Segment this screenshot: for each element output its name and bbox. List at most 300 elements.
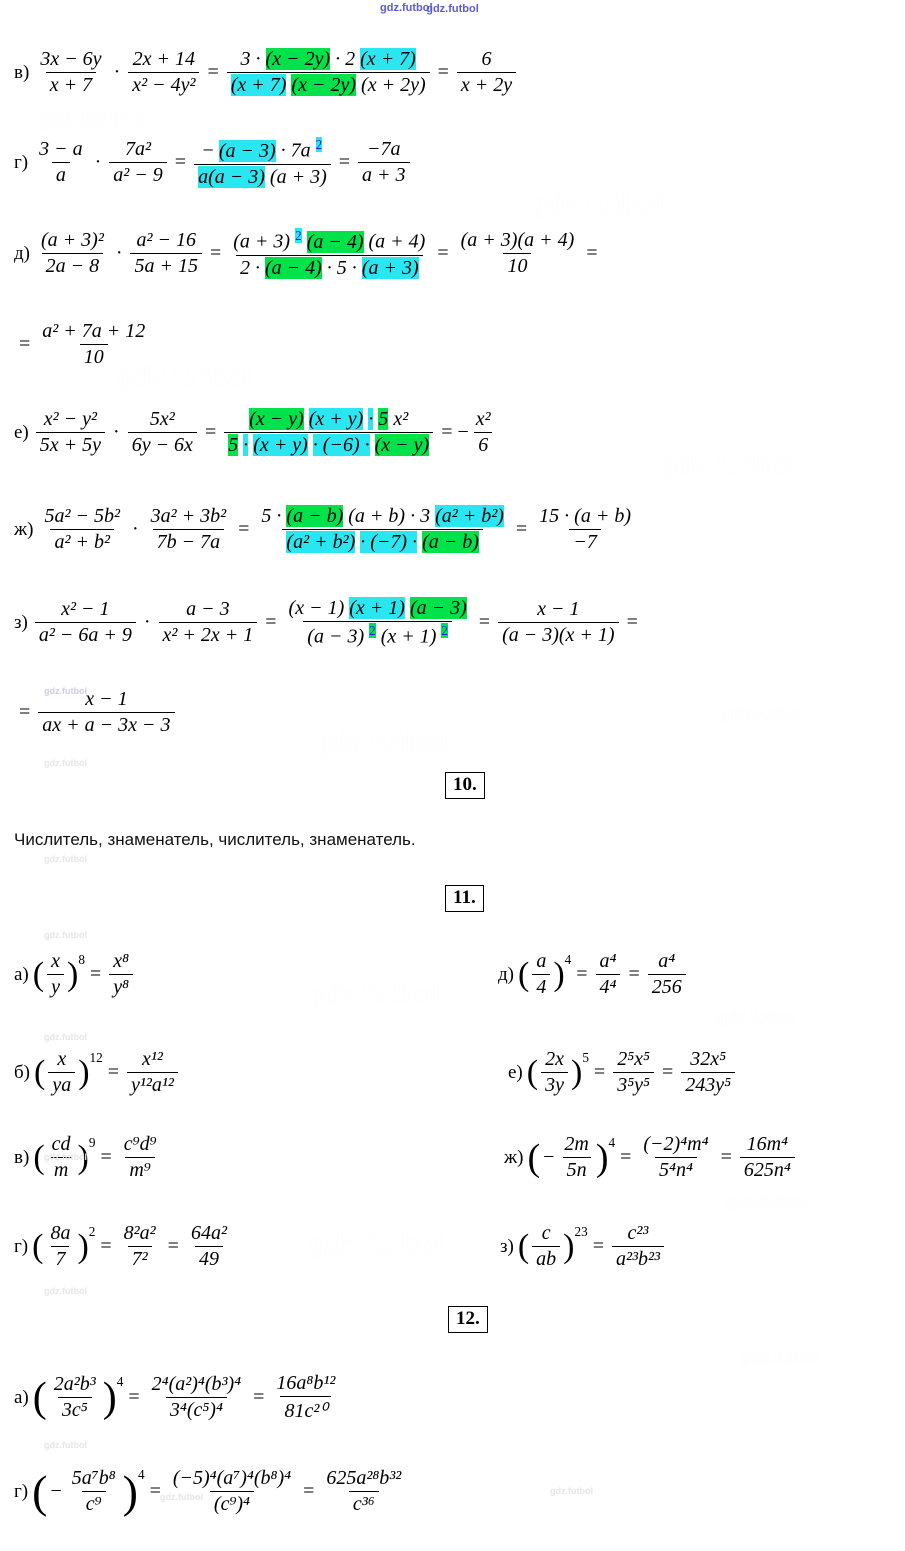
task-number-value: 12 <box>456 1308 475 1329</box>
denominator: y⁸ <box>109 974 133 999</box>
exponent: 8 <box>78 952 85 967</box>
task-number-dot: . <box>472 774 477 795</box>
denominator: m <box>50 1157 72 1182</box>
numerator: 3a² + 3b² <box>150 505 227 527</box>
watermark-3: gdz.futbol <box>117 360 251 391</box>
exponent: 23 <box>574 1224 588 1239</box>
fraction-3-d <box>229 228 429 280</box>
fraction-2-d <box>130 229 202 278</box>
task-number-dot: . <box>475 1308 480 1329</box>
denominator: x + 2y <box>457 72 516 97</box>
denominator: ab <box>532 1246 560 1271</box>
result-fraction <box>648 950 686 999</box>
num-factor-highlight-cyan: (a − 3) <box>218 139 276 162</box>
denominator: 5⁴n⁴ <box>655 1157 697 1182</box>
den-factor-highlight-cyan: (a + 3) <box>361 256 419 279</box>
num-part-c: (a + 4) <box>368 230 426 253</box>
numerator: a² + 7a + 12 <box>42 320 146 342</box>
num-factor-highlight-cyan: (x + y) <box>308 408 364 430</box>
task11-item-b: б) ( $\frac{x}{ya}$ ) 12 = $\frac{\text{x¹²}}{\text{y¹²a¹²}}$ <box>14 1048 181 1097</box>
base-fraction <box>541 1048 568 1097</box>
task11-item-v: в) ( $\frac{cd}{m}$ ) 9 = $\frac{\text{c⁹d⁹}}{\text{m⁹}}$ <box>14 1133 164 1182</box>
numerator: 6 <box>481 48 492 70</box>
numerator: x² − y² <box>43 408 98 430</box>
denominator: 7² <box>128 1246 152 1271</box>
exponent: 4 <box>116 1374 124 1389</box>
numerator: −7a <box>367 138 401 161</box>
num-part-a: (a + 3) <box>233 230 291 253</box>
equals-sign-1: = <box>265 611 277 634</box>
numerator: x − 1 <box>85 688 128 710</box>
denominator: a <box>52 162 70 187</box>
denominator <box>224 432 433 457</box>
task11-item-z: з) ( $\frac{c}{ab}$ ) 23 = $\frac{\text{c²³}}{\text{a²³b²³}}$ <box>500 1222 667 1271</box>
equals-sign-2: = <box>303 1480 315 1502</box>
den-part-b: (a + 3) <box>269 165 327 188</box>
numerator: a⁴ <box>658 950 676 972</box>
equals-sign-2: = <box>338 151 351 174</box>
minus-sign: − <box>202 139 214 162</box>
equals-sign-2: = <box>437 61 449 83</box>
minus-sign: − <box>50 1480 62 1502</box>
multiply-sign: · <box>113 421 120 443</box>
base-fraction <box>532 1222 560 1271</box>
numerator: (−2)⁴m⁴ <box>643 1133 709 1155</box>
num-factor-highlight-cyan: (x + 7) <box>360 48 416 70</box>
den-part-b: (x + 1) <box>380 625 437 648</box>
denominator: −7 <box>569 529 601 554</box>
denominator: x² + 2x + 1 <box>159 622 258 647</box>
base-fraction <box>560 1133 592 1182</box>
base-fraction <box>48 1133 75 1182</box>
watermark-5: gdz.futbol <box>314 726 448 757</box>
equals-sign-3: = <box>626 611 638 634</box>
task12-item-a: а) ( $\frac{\text{2a²b³}}{\text{3c⁵}}$ ) 4 = $\frac{\text{2⁴(a²)⁴(b³)⁴}}{\text{3⁴(c⁵)⁴}}$ = $\frac{\text{16a⁸b¹²}}{\text{81c²⁰}}$ <box>14 1372 342 1423</box>
numerator: cd <box>51 1133 71 1155</box>
middle-fraction <box>639 1133 712 1182</box>
base-fraction <box>48 1048 75 1097</box>
denominator: x + 7 <box>46 72 96 97</box>
result-fraction <box>109 950 133 999</box>
numerator: 2x + 14 <box>132 48 196 70</box>
fraction-2-g <box>109 138 167 187</box>
result-fraction <box>127 1048 178 1097</box>
den-part-c: · 5 · <box>326 256 357 279</box>
numerator: 5x² <box>149 408 175 430</box>
denominator: x² − 4y² <box>128 72 199 97</box>
task-number-value: 10 <box>453 774 472 795</box>
numerator: x¹² <box>142 1048 163 1070</box>
result-fraction <box>272 1372 339 1423</box>
denominator: 3c⁵ <box>58 1397 92 1422</box>
equals-sign-2: = <box>628 963 640 985</box>
task-number-value: 11 <box>453 887 471 908</box>
denominator: 256 <box>648 974 686 999</box>
watermark-10: gdz.futbol <box>310 1228 444 1259</box>
denominator: a² + b² <box>50 529 114 554</box>
equals-sign-1: = <box>128 1386 140 1408</box>
solution-line-z <box>14 597 643 649</box>
numerator: c²³ <box>627 1222 649 1244</box>
result-fraction <box>740 1133 795 1182</box>
denominator: 2a − 8 <box>42 253 104 278</box>
item-label: д) <box>498 963 514 985</box>
numerator: x <box>57 1048 67 1070</box>
num-factor-highlight-green: (x − 2y) <box>265 48 331 70</box>
numerator <box>229 228 429 255</box>
watermark-6: gdz.futbol <box>722 704 804 723</box>
num-factor-highlight-green: (a − 3) <box>409 597 467 619</box>
denominator: (c⁹)⁴ <box>210 1491 254 1516</box>
base-fraction <box>68 1467 120 1516</box>
den-exponent-2: 2 <box>441 623 449 638</box>
solution-line-e <box>14 408 498 457</box>
equals-sign-2: = <box>661 1061 674 1083</box>
denominator: y¹²a¹² <box>127 1072 178 1097</box>
denominator: 3⁴(c⁵)⁴ <box>166 1397 227 1422</box>
denominator: 5n <box>563 1157 591 1182</box>
equals-sign-2: = <box>515 518 528 540</box>
denominator: 3⁵y⁵ <box>613 1072 654 1097</box>
task11-item-g: г) ( $\frac{8a}{7}$ ) 2 = $\frac{\text{8²a²}}{\text{7²}}$ = $\frac{\text{64a²}}{49}$ <box>14 1222 234 1271</box>
den-coef-highlight-green: 5 <box>228 434 239 456</box>
numerator: 2⁴(a²)⁴(b³)⁴ <box>151 1373 242 1395</box>
item-label: г) <box>14 1480 29 1502</box>
denominator: ax + a − 3x − 3 <box>38 712 174 737</box>
multiply-sign: · <box>113 61 121 83</box>
numerator: a − 3 <box>186 598 230 621</box>
solution-line-z-cont <box>14 688 178 737</box>
numerator: 2⁵x⁵ <box>617 1048 650 1070</box>
numerator: 16a⁸b¹² <box>276 1372 336 1394</box>
middle-fraction <box>120 1222 160 1271</box>
num-part-c: (a + b) · 3 <box>348 505 431 527</box>
numerator: 64a² <box>190 1222 227 1244</box>
numerator <box>237 48 420 72</box>
den-factor-highlight-cyan: (a² + b²) <box>286 531 356 553</box>
num-part-a: 5 · <box>261 505 282 527</box>
multiply-sign: · <box>115 242 123 265</box>
solution-line-d-cont <box>14 320 152 369</box>
denominator: ya <box>48 1072 75 1097</box>
den-part-a: 2 · <box>239 256 260 279</box>
result-fraction <box>120 1133 161 1182</box>
denominator: 243y⁵ <box>681 1072 735 1097</box>
middle-fraction <box>613 1048 654 1097</box>
watermark-1: gdz.futbol <box>38 106 144 131</box>
fraction-result-zh <box>535 505 635 554</box>
task-10-answer: Числитель, знаменатель, числитель, знаменатель. <box>14 830 416 849</box>
denominator: 4⁴ <box>596 974 621 999</box>
top-watermark: gdz.futbol <box>426 3 479 15</box>
denominator: 10 <box>80 344 108 369</box>
den-factor-highlight-cyan: a(a − 3) <box>198 165 265 188</box>
equals-sign-2: = <box>478 611 491 634</box>
watermark-7: gdz.futbol <box>306 978 440 1009</box>
item-label-d: д) <box>14 242 30 264</box>
num-factor-highlight-cyan: (x + 1) <box>349 597 405 619</box>
equals-sign: = <box>100 1146 112 1168</box>
result-sign: − <box>457 421 469 443</box>
num-dot: · <box>368 408 374 430</box>
equals-sign-1: = <box>204 421 217 443</box>
num-factor-highlight-green: (a − b) <box>286 505 344 527</box>
denominator: 625n⁴ <box>740 1157 795 1182</box>
den-part-b: · (−7) · <box>360 531 418 553</box>
watermark-16: gdz.futbol <box>44 1286 87 1296</box>
middle-fraction <box>148 1373 246 1422</box>
exponent: 5 <box>582 1050 589 1065</box>
equals-sign-2: = <box>720 1146 732 1168</box>
fraction-3-g <box>194 137 331 189</box>
numerator: 2x <box>545 1048 564 1070</box>
denominator: 10 <box>503 253 531 278</box>
watermark-21: gdz.futbol <box>550 1486 593 1496</box>
equals-sign-1: = <box>209 242 222 265</box>
denominator <box>236 255 423 280</box>
num-factor-highlight-cyan: (a² + b²) <box>435 505 504 527</box>
equals-sign-2: = <box>437 242 449 265</box>
watermark-13: gdz.futbol <box>44 930 87 940</box>
multiply-sign: · <box>143 611 151 634</box>
denominator: 7 <box>51 1246 69 1271</box>
watermark-18: gdz.futbol <box>44 758 87 768</box>
middle-fraction <box>169 1467 295 1516</box>
item-label: в) <box>14 1146 30 1168</box>
item-label-g: г) <box>14 151 29 173</box>
equals-sign-2: = <box>167 1235 179 1257</box>
numerator <box>245 408 412 432</box>
numerator: 5a² − 5b² <box>44 505 120 527</box>
solution-line-v <box>14 48 519 97</box>
task11-item-a: а) ( $\frac{x}{y}$ ) 8 = $\frac{\text{x⁸}}{\text{y⁸}}$ <box>14 950 136 999</box>
fraction-result-z <box>38 688 174 737</box>
exponent: 12 <box>89 1050 103 1065</box>
numerator: 2a²b³ <box>53 1373 96 1395</box>
numerator: 16m⁴ <box>746 1133 789 1155</box>
numerator: 32x⁵ <box>690 1048 727 1070</box>
den-factor-highlight-green: (x − y) <box>374 434 430 456</box>
numerator <box>257 505 507 529</box>
numerator: x⁸ <box>113 950 130 972</box>
fraction-result-d <box>38 320 149 369</box>
numerator: x − 1 <box>537 598 580 621</box>
equals-sign-2: = <box>441 421 453 443</box>
denominator <box>227 72 430 97</box>
numerator <box>285 597 471 621</box>
denominator: 3y <box>541 1072 568 1097</box>
num-part-c: · 2 <box>335 48 356 70</box>
den-factor-highlight-cyan: (x + 7) <box>230 74 287 96</box>
watermark-17: gdz.futbol <box>44 1440 87 1450</box>
middle-fraction <box>596 950 621 999</box>
numerator: 3 − a <box>39 138 83 161</box>
watermark-11: gdz.futbol <box>740 1348 822 1367</box>
numerator: (a + 3)² <box>41 229 104 252</box>
fraction-4-z <box>498 598 619 647</box>
numerator: 2m <box>564 1133 589 1155</box>
base-fraction <box>50 1373 100 1422</box>
den-factor-highlight-green: (x − 2y) <box>291 74 357 96</box>
denominator: 5x + 5y <box>36 432 105 457</box>
denominator: a²³b²³ <box>612 1246 664 1271</box>
solution-line-zh <box>14 505 638 554</box>
watermark-0: gdz.futbol <box>380 2 433 14</box>
numerator: a⁴ <box>599 950 617 972</box>
denominator: 4 <box>532 974 550 999</box>
result-fraction <box>322 1467 405 1516</box>
denominator: 5a + 15 <box>130 253 202 278</box>
item-label: з) <box>500 1235 514 1257</box>
equals-sign: = <box>89 963 102 985</box>
numerator: a <box>536 950 547 972</box>
task11-item-e: е) ( $\frac{2x}{3y}$ ) 5 = $\frac{\text{2⁵x⁵}}{\text{3⁵y⁵}}$ = $\frac{\text{32x⁵}}{\text{243y⁵}}$ <box>508 1048 738 1097</box>
equals-sign-cont: = <box>19 333 31 355</box>
watermark-8: gdz.futbol <box>716 1008 798 1027</box>
item-label-e: е) <box>14 421 29 443</box>
numerator: a² − 16 <box>136 229 196 252</box>
item-label-v: в) <box>14 61 30 83</box>
numerator: x <box>51 950 60 972</box>
equals-sign-cont: = <box>19 701 31 723</box>
denominator <box>282 529 482 554</box>
exponent: 2 <box>88 1224 96 1239</box>
denominator: 49 <box>195 1246 223 1271</box>
item-label: г) <box>14 1235 29 1257</box>
watermark-14: gdz.futbol <box>44 1032 87 1042</box>
equals-sign-1: = <box>238 518 250 540</box>
num-part-e: x² <box>393 408 409 430</box>
fraction-1-g <box>35 138 87 187</box>
exponent: 4 <box>608 1135 616 1150</box>
fraction-1-z <box>35 598 136 647</box>
watermark-12: gdz.futbol <box>44 854 87 864</box>
equals-sign-1: = <box>593 1061 606 1083</box>
denominator <box>194 164 331 189</box>
base-fraction <box>47 950 64 999</box>
den-factor-highlight-green: (a − 4) <box>264 256 322 279</box>
denominator: m⁹ <box>125 1157 154 1182</box>
item-label-zh: ж) <box>14 518 34 540</box>
item-label: б) <box>14 1061 30 1083</box>
task-number-dot: . <box>470 887 476 908</box>
num-exponent: 2 <box>295 228 302 243</box>
task12-item-g: г) ( − $\frac{\text{5a⁷b⁸}}{\text{c⁹}}$ ) 4 = $\frac{\text{(−5)⁴(a⁷)⁴(b⁸)⁴}}{\text{(c⁹)⁴}}$ = $\frac{\text{625a²⁸b³²}}{\text{c³⁶}}$ <box>14 1465 408 1518</box>
numerator: c⁹d⁹ <box>123 1133 157 1155</box>
result-fraction <box>681 1048 735 1097</box>
numerator: 8²a² <box>123 1222 156 1244</box>
item-label-z: з) <box>14 611 28 633</box>
numerator: 5a⁷b⁸ <box>71 1467 116 1489</box>
solution-line-d <box>14 228 603 280</box>
exponent: 9 <box>88 1135 96 1150</box>
equals-sign-2: = <box>253 1386 265 1408</box>
equals-sign-1: = <box>100 1235 112 1257</box>
base-fraction <box>46 1222 74 1271</box>
equals-sign: = <box>107 1061 120 1083</box>
fraction-result-g <box>358 138 410 187</box>
den-factor-highlight-cyan: (x + y) <box>253 434 308 456</box>
numerator: (a + 3)(a + 4) <box>460 229 575 252</box>
fraction-1-v <box>36 48 105 97</box>
denominator: (a − 3)(x + 1) <box>498 622 619 647</box>
numerator: x² − 1 <box>61 598 110 621</box>
denominator: c⁹ <box>82 1491 106 1516</box>
denominator: a + 3 <box>358 162 410 187</box>
solution-line-g <box>14 137 413 189</box>
fraction-3-z <box>285 597 471 649</box>
num-part-a: 3 · <box>240 48 261 70</box>
denominator <box>303 621 452 649</box>
den-part-c: (x + 2y) <box>361 74 426 96</box>
watermark-20: gdz.futbol <box>160 1492 203 1502</box>
item-label: а) <box>14 1386 29 1408</box>
denominator: 6 <box>474 432 492 457</box>
num-part-a: (x − 1) <box>288 597 345 619</box>
numerator: 8a <box>50 1222 71 1244</box>
equals-sign-1: = <box>207 61 219 83</box>
fraction-3-e <box>224 408 433 457</box>
multiply-sign: · <box>94 151 102 174</box>
equals-sign-3: = <box>586 242 598 265</box>
numerator: x² <box>475 408 491 430</box>
watermark-15: gdz.futbol <box>44 1152 87 1162</box>
den-dot: · <box>243 434 249 456</box>
den-part-a: (a − 3) <box>307 625 365 648</box>
equals-sign-1: = <box>620 1146 632 1168</box>
task11-item-d: д) ( $\frac{a}{4}$ ) 4 = $\frac{\text{a⁴}}{\text{4⁴}}$ = $\frac{\text{a⁴}}{256}$ <box>498 950 689 999</box>
numerator: 625a²⁸b³² <box>326 1467 402 1489</box>
denominator: y <box>47 974 64 999</box>
item-label: а) <box>14 963 29 985</box>
result-fraction <box>187 1222 231 1271</box>
item-label: ж) <box>504 1146 524 1168</box>
numerator: 15 · (a + b) <box>539 505 631 527</box>
equals-sign: = <box>592 1235 604 1257</box>
result-fraction <box>612 1222 664 1271</box>
watermark-2: gdz.futbol <box>530 188 664 219</box>
fraction-3-zh <box>257 505 507 554</box>
den-part-d: · (−6) · <box>312 434 370 456</box>
numerator: c <box>541 1222 551 1244</box>
denominator: 7b − 7a <box>153 529 225 554</box>
multiply-sign: · <box>131 518 139 540</box>
exponent: 4 <box>137 1467 145 1482</box>
fraction-2-v <box>128 48 199 97</box>
denominator: c³⁶ <box>349 1491 379 1516</box>
watermark-4: gdz.futbol <box>660 448 794 479</box>
numerator: (−5)⁴(a⁷)⁴(b⁸)⁴ <box>172 1467 292 1489</box>
denominator: a² − 9 <box>109 162 167 187</box>
watermark-9: gdz.futbol <box>726 1192 808 1211</box>
equals-sign-1: = <box>174 151 187 174</box>
num-factor-highlight-green: (a − 4) <box>306 230 364 253</box>
denominator: a² − 6a + 9 <box>35 622 136 647</box>
base-fraction <box>532 950 550 999</box>
fraction-1-d <box>37 229 108 278</box>
den-factor-highlight-green: (a − b) <box>422 531 479 553</box>
fraction-3-v <box>227 48 430 97</box>
fraction-2-zh <box>147 505 231 554</box>
minus-sign: − <box>543 1146 555 1168</box>
fraction-2-z <box>159 598 258 647</box>
num-coef-highlight-green: 5 <box>378 408 389 430</box>
equals-sign-1: = <box>149 1480 161 1502</box>
fraction-result-e <box>472 408 495 457</box>
den-exponent-1: 2 <box>369 623 376 638</box>
task-number-10 <box>445 772 485 799</box>
task11-item-zh: ж) ( − $\frac{2m}{5n}$ ) 4 = $\frac{\text{(−2)⁴m⁴}}{\text{5⁴n⁴}}$ = $\frac{\text{16m⁴}}{\text{625n⁴}}$ <box>504 1133 798 1182</box>
